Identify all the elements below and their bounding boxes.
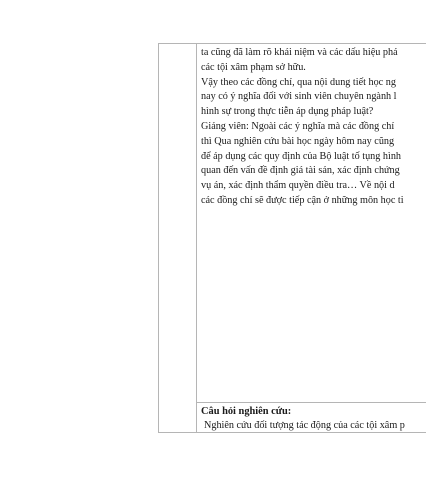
text-line: nay có ý nghĩa đối với sinh viên chuyên ngành l <box>201 91 397 103</box>
text-line: các tội xâm phạm sở hữu. <box>201 61 306 73</box>
text-line: quan đến vấn đề định giá tài sản, xác định chứng <box>201 165 400 177</box>
table-column-divider <box>196 43 197 433</box>
text-line: để áp dụng các quy định của Bộ luật tố tụng hình <box>201 150 402 162</box>
text-line: các đồng chí sẽ được tiếp cận ở những môn học ti <box>201 194 404 206</box>
research-question-heading: Câu hỏi nghiên cứu: <box>201 406 292 417</box>
table-border-top <box>158 43 426 44</box>
text-line: hình sự trong thực tiễn áp dụng pháp luật? <box>201 106 374 118</box>
text-line: ta cũng đã làm rõ khái niệm và các dấu hiệu phá <box>201 47 398 58</box>
text-line: vụ án, xác định thẩm quyền điều tra… Về nội d <box>201 180 395 192</box>
table-row-divider <box>196 402 426 403</box>
lesson-content-cell <box>201 46 426 209</box>
text-line: thì Qua nghiên cứu bài học ngày hôm nay cũng <box>201 135 395 147</box>
text-line: Vậy theo các đồng chí, qua nội dung tiết học ng <box>201 76 396 88</box>
text-line: Giảng viên: Ngoài các ý nghĩa mà các đồng chí <box>201 120 395 132</box>
research-question-text: Nghiên cứu đối tượng tác động của các tội xâm p <box>204 420 405 431</box>
lesson-table <box>158 43 426 433</box>
table-border-left <box>158 43 159 433</box>
